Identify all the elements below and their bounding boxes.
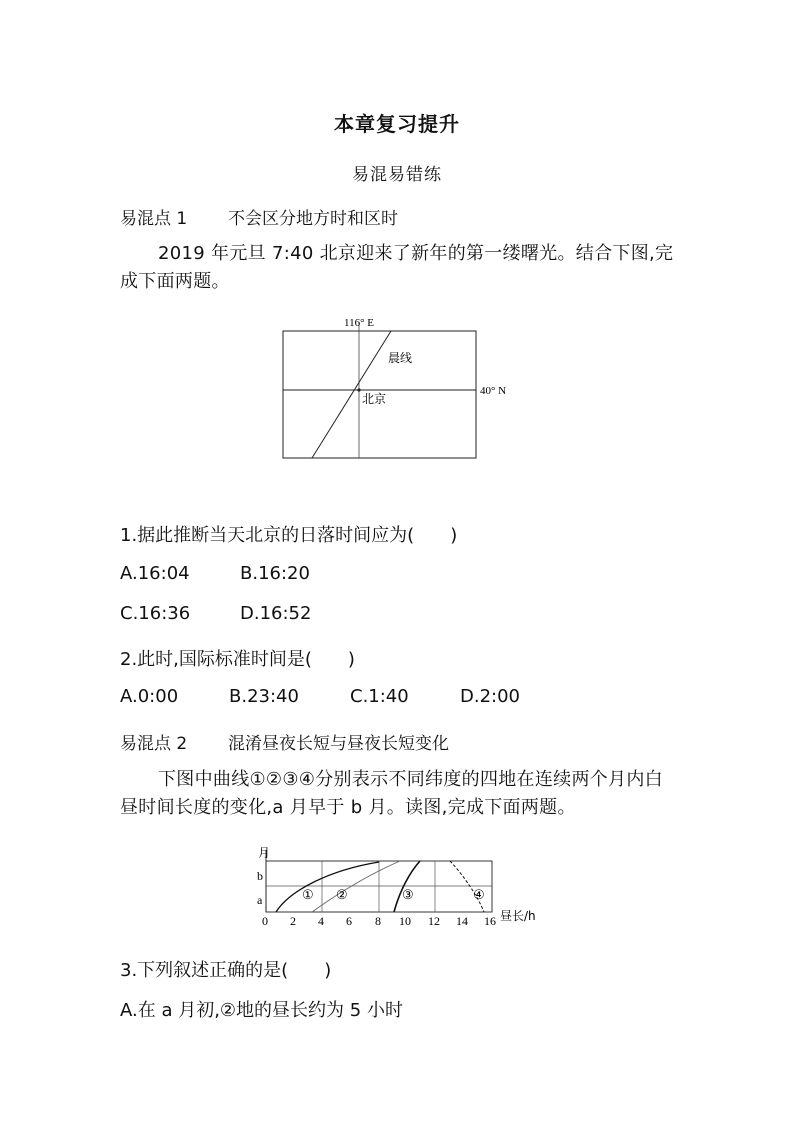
section-2-heading <box>120 729 449 754</box>
x-tick-0: 0 <box>262 914 268 928</box>
curve-2 <box>312 861 400 912</box>
q2-option-c[interactable]: C.1:40 <box>350 686 409 707</box>
x-tick-6: 6 <box>346 914 352 928</box>
parallel-label: 40° N <box>480 385 507 397</box>
section-2-intro <box>120 766 680 822</box>
x-tick-8: 8 <box>375 914 381 928</box>
y-tick-a: a <box>257 893 263 907</box>
q1-option-c[interactable]: C.16:36 <box>120 603 191 624</box>
x-tick-16: 16 <box>484 914 496 928</box>
q2-option-d[interactable]: D.2:00 <box>460 686 521 707</box>
question-1-stem: 1.据此推断当天北京的日落时间应为( ) <box>120 525 458 546</box>
beijing-dot <box>357 388 360 391</box>
section-2-intro-text: 下图中曲线①②③④分别表示不同纬度的四地在连续两个月内白昼时间长度的变化,a 月早于 b 月。读图,完成下面两题。 <box>120 769 663 818</box>
q3-option-a[interactable]: A.在 a 月初,②地的昼长约为 5 小时 <box>120 1000 403 1021</box>
question-2-stem: 2.此时,国际标准时间是( ) <box>120 649 355 670</box>
daylength-figure <box>250 842 550 928</box>
section-2-label: 易混点 2 <box>120 734 188 754</box>
beijing-label: 北京 <box>362 392 387 406</box>
y-axis-label: 月 <box>258 846 271 860</box>
section-1-intro <box>120 240 680 296</box>
x-tick-2: 2 <box>290 914 296 928</box>
page-subtitle: 易混易错练 <box>352 165 442 185</box>
section-1-topic: 不会区分地方时和区时 <box>228 209 398 229</box>
meridian-label: 116° E <box>344 317 374 329</box>
x-tick-14: 14 <box>456 914 468 928</box>
q1-option-a[interactable]: A.16:04 <box>120 563 190 584</box>
terminator-figure <box>270 310 530 462</box>
section-1-intro-text: 2019 年元旦 7:40 北京迎来了新年的第一缕曙光。结合下图,完成下面两题。 <box>120 243 674 292</box>
curve-1 <box>276 862 379 912</box>
q1-option-b[interactable]: B.16:20 <box>240 563 310 584</box>
page-title: 本章复习提升 <box>334 112 460 136</box>
curve-4-label: ④ <box>473 887 485 902</box>
y-tick-b: b <box>257 869 263 883</box>
q2-option-b[interactable]: B.23:40 <box>229 686 299 707</box>
x-tick-12: 12 <box>428 914 440 928</box>
q1-option-d[interactable]: D.16:52 <box>240 603 312 624</box>
x-axis-label: 昼长/h <box>500 909 536 923</box>
dawn-line-label: 晨线 <box>388 351 413 365</box>
section-2-topic: 混淆昼夜长短与昼夜长短变化 <box>228 734 449 754</box>
x-tick-10: 10 <box>399 914 411 928</box>
curve-3-label: ③ <box>402 887 414 902</box>
curve-1-label: ① <box>302 887 314 902</box>
x-tick-4: 4 <box>318 914 324 928</box>
curve-2-label: ② <box>336 887 348 902</box>
section-1-label: 易混点 1 <box>120 209 188 229</box>
question-3-stem: 3.下列叙述正确的是( ) <box>120 960 332 981</box>
section-1-heading <box>120 204 398 229</box>
q2-option-a[interactable]: A.0:00 <box>120 686 179 707</box>
